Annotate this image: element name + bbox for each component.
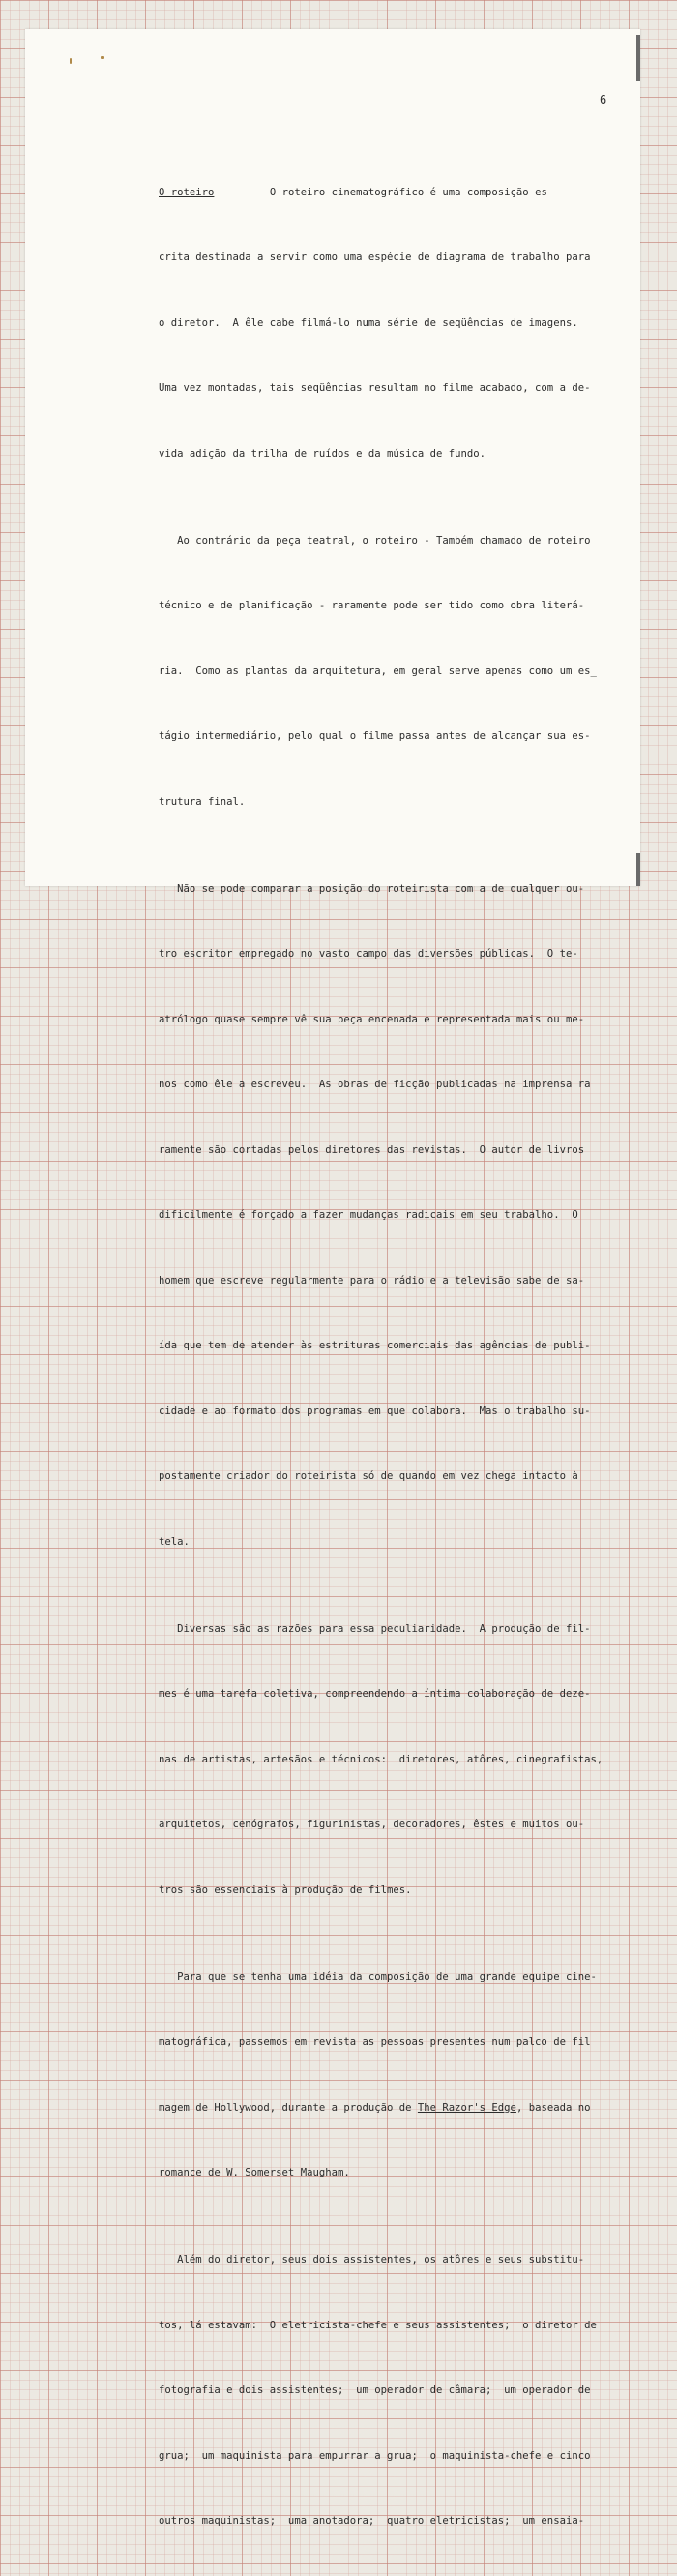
document-body	[159, 116, 623, 2576]
text-line: tro escritor empregado no vasto campo das diversões públicas. O te-	[159, 948, 578, 960]
text-line: grua; um maquinista para empurrar a grua; o maquinista-chefe e cinco	[159, 2449, 591, 2462]
stain-mark	[101, 56, 104, 59]
text-line: postamente criador do roteirista só de quando em vez chega intacto à	[159, 1470, 578, 1482]
page-number: 6	[600, 93, 607, 106]
text-line: Para que se tenha uma idéia da composição de uma grande equipe cine-	[159, 1970, 597, 1983]
tape-strip-top	[636, 35, 640, 81]
text-line: o diretor. A êle cabe filmá-lo numa série de seqüências de imagens.	[159, 316, 578, 329]
text-line: dificilmente é forçado a fazer mudanças radicais em seu trabalho. O	[159, 1209, 578, 1221]
text-line: atrólogo quase sempre vê sua peça encenada e representada mais ou me-	[159, 1013, 585, 1025]
stain-mark	[70, 58, 72, 64]
text-line: mes é uma tarefa coletiva, compreendendo a íntima colaboração de deze-	[159, 1688, 591, 1700]
text-line: nos como êle a escreveu. As obras de ficção publicadas na imprensa ra	[159, 1079, 591, 1090]
text-line: tros são essenciais à produção de filmes.	[159, 1883, 412, 1896]
text-line: homem que escreve regularmente para o rádio e a televisão sabe de sa-	[159, 1274, 585, 1287]
text-line: Além do diretor, seus dois assistentes, os atôres e seus substitu-	[159, 2254, 585, 2265]
text-line: cidade e ao formato dos programas em que colabora. Mas o trabalho su-	[159, 1405, 591, 1417]
text-line: arquitetos, cenógrafos, figurinistas, decoradores, êstes e muitos ou-	[159, 1819, 585, 1830]
text-line: Uma vez montadas, tais seqüências resultam no filme acabado, com a de-	[159, 382, 591, 394]
text-line: O roteiro O roteiro cinematográfico é uma composição es	[159, 186, 547, 198]
text-line: Não se pode comparar a posição do roteirista com a de qualquer ou-	[159, 882, 585, 895]
text-line: romance de W. Somerset Maugham.	[159, 2167, 350, 2178]
text-line: Diversas são as razões para essa peculiaridade. A produção de fil-	[159, 1622, 591, 1635]
text-line: trutura final.	[159, 795, 246, 808]
text-line: vida adição da trilha de ruídos e da música de fundo.	[159, 447, 486, 459]
text-line: magem de Hollywood, durante a produção de The Razor's Edge, baseada no	[159, 2101, 591, 2114]
text-line: nas de artistas, artesãos e técnicos: diretores, atôres, cinegrafistas,	[159, 1753, 603, 1765]
text-line: fotografia e dois assistentes; um operador de câmara; um operador de	[159, 2384, 591, 2396]
text-line: tos, lá estavam: O eletricista-chefe e seus assistentes; o diretor de	[159, 2319, 597, 2331]
text-line: técnico e de planificação - raramente pode ser tido como obra literá-	[159, 600, 585, 611]
text-line: ria. Como as plantas da arquitetura, em geral serve apenas como um es_	[159, 665, 597, 677]
film-title: The Razor's Edge	[417, 2101, 516, 2114]
text-line: crita destinada a servir como uma espécie de diagrama de trabalho para	[159, 252, 591, 263]
text-line: tela.	[159, 1535, 190, 1548]
text-line: ramente são cortadas pelos diretores das revistas. O autor de livros	[159, 1143, 585, 1156]
text-line: matográfica, passemos em revista as pessoas presentes num palco de fil	[159, 2036, 591, 2048]
text-line: tágio intermediário, pelo qual o filme passa antes de alcançar sua es-	[159, 730, 591, 742]
text-line: outros maquinistas; uma anotadora; quatro eletricistas; um ensaia-	[159, 2515, 585, 2527]
text-line: Ao contrário da peça teatral, o roteiro - Também chamado de roteiro	[159, 534, 591, 547]
tape-strip-bottom	[636, 853, 640, 886]
typed-page	[25, 29, 640, 2527]
text-line: ída que tem de atender às estrituras comerciais das agências de publi-	[159, 1340, 591, 1351]
section-heading: O roteiro	[159, 186, 215, 198]
